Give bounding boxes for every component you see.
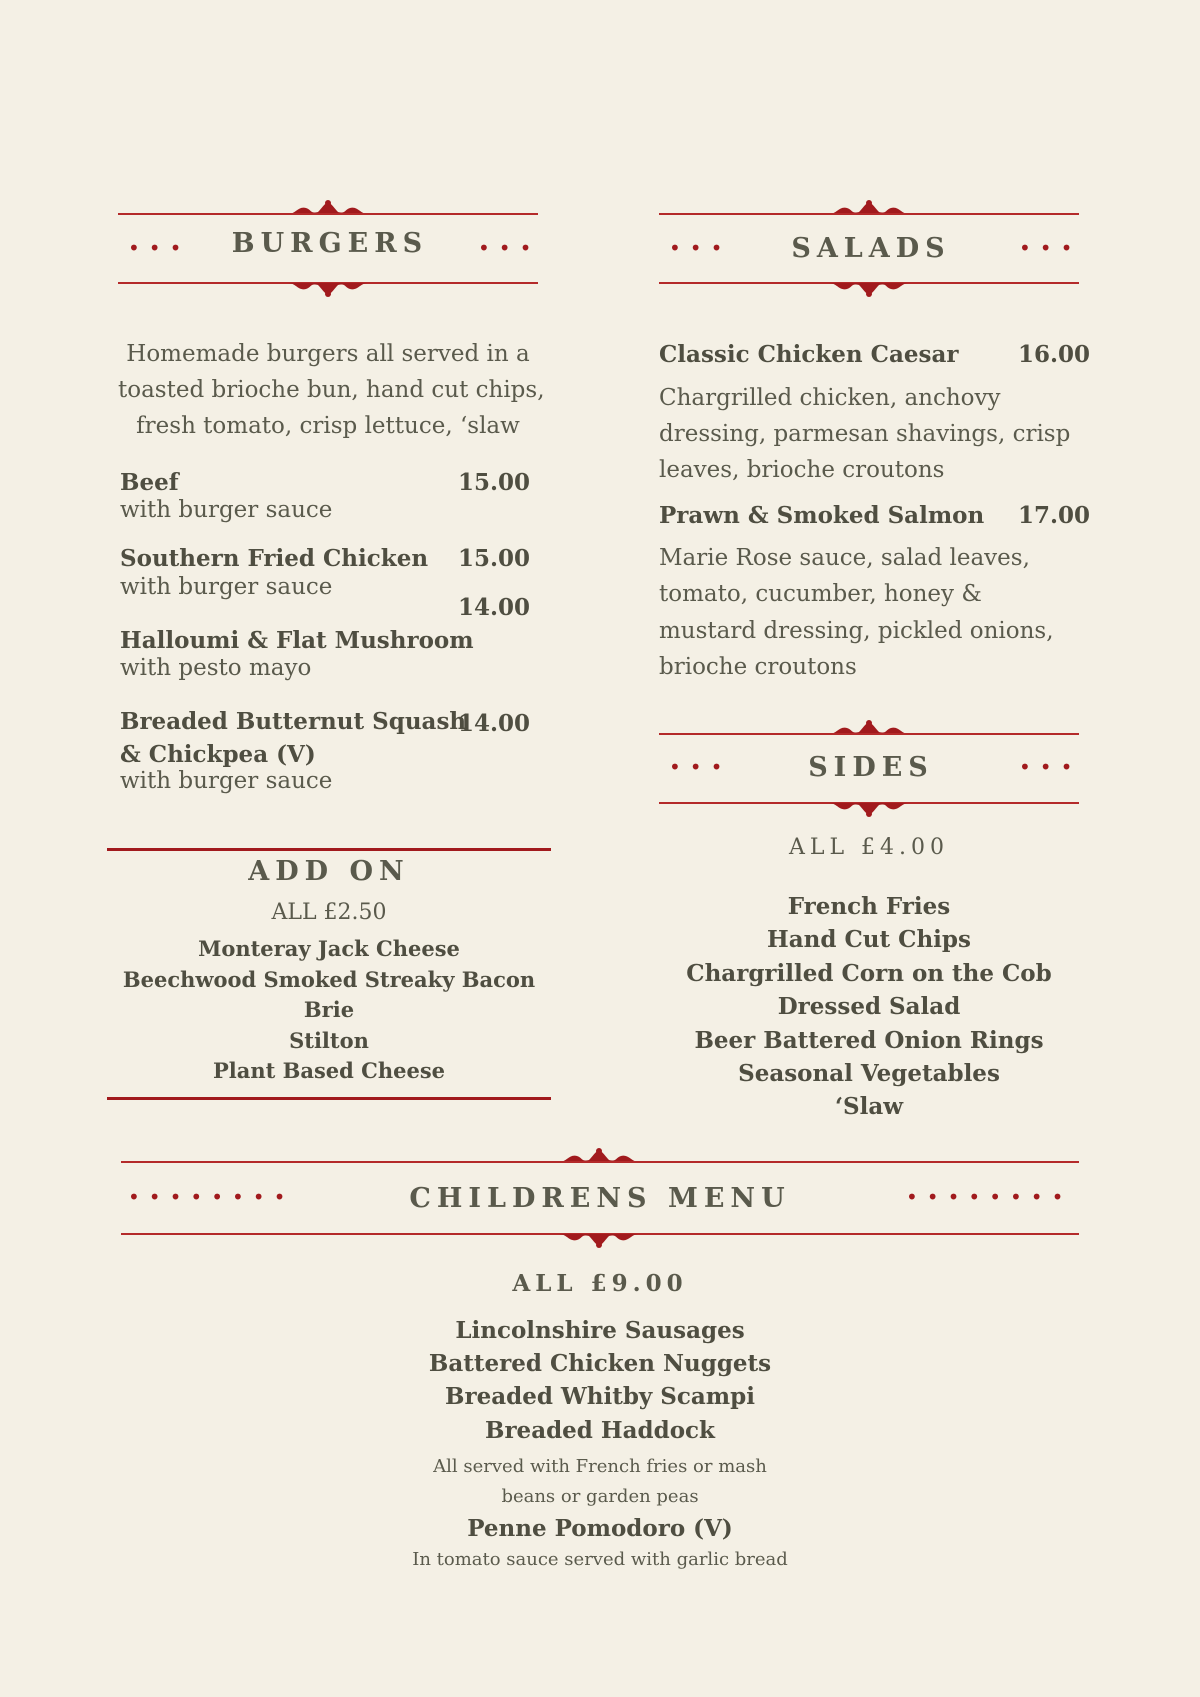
burger-name: Southern Fried Chicken — [120, 545, 429, 572]
addon-price: ALL £2.50 — [271, 900, 387, 925]
addon-title: ADD ON — [248, 856, 410, 887]
list-item: French Fries — [787, 893, 951, 920]
childrens-title: CHILDRENS MENU — [409, 1183, 791, 1214]
burger-name: Breaded Butternut Squash — [120, 708, 467, 735]
list-item: Chargrilled Corn on the Cob — [686, 959, 1052, 987]
dots-right-icon: ••• — [1019, 236, 1082, 260]
intro-line: fresh tomato, crisp lettuce, ‘slaw — [136, 413, 520, 439]
desc-line: leaves, brioche croutons — [659, 457, 945, 483]
list-item: Lincolnshire Sausages — [455, 1317, 745, 1344]
childrens-list — [300, 1314, 900, 1447]
burgers-title: BURGERS — [231, 228, 429, 259]
salad-desc — [659, 380, 1070, 488]
intro-line: Homemade burgers all served in a — [126, 341, 530, 367]
salad-price: 17.00 — [1018, 502, 1091, 529]
list-item: Stilton — [289, 1027, 369, 1053]
burger-name: Beef — [120, 469, 179, 496]
desc-line: brioche croutons — [659, 653, 857, 680]
list-item: Breaded Haddock — [485, 1416, 715, 1444]
divider-line — [107, 1097, 551, 1100]
dots-left-icon: ••• — [669, 755, 732, 779]
burger-price: 15.00 — [458, 469, 531, 496]
dots-left-icon: ••• — [128, 236, 191, 260]
divider-line — [121, 1161, 1079, 1163]
sides-title: SIDES — [808, 752, 934, 783]
ornament-bottom-icon — [829, 803, 909, 818]
list-item: Beer Battered Onion Rings — [694, 1026, 1044, 1054]
burger-name-line2: & Chickpea (V) — [120, 741, 316, 768]
childrens-price: ALL £9.00 — [512, 1270, 688, 1297]
desc-line: mustard dressing, pickled onions, — [659, 617, 1054, 644]
list-item: ‘Slaw — [834, 1093, 904, 1121]
addon-list — [107, 934, 551, 1087]
dots-right-icon: ••• — [1019, 755, 1082, 779]
list-item: Battered Chicken Nuggets — [428, 1350, 772, 1378]
divider-line — [107, 848, 551, 851]
ornament-bottom-icon — [559, 1234, 639, 1249]
desc-line: tomato, cucumber, honey & — [659, 581, 982, 608]
divider-line — [659, 733, 1079, 735]
salads-title: SALADS — [791, 233, 951, 264]
list-item: Hand Cut Chips — [767, 926, 971, 954]
burger-desc: with burger sauce — [120, 497, 333, 523]
burger-desc: with burger sauce — [120, 574, 333, 600]
ornament-bottom-icon — [829, 283, 909, 298]
divider-line — [118, 213, 538, 215]
burger-price: 15.00 — [458, 545, 531, 572]
burger-desc: with burger sauce — [120, 768, 333, 794]
intro-line: toasted brioche bun, hand cut chips, — [118, 377, 545, 403]
dots-right-icon: •••••••• — [906, 1185, 1073, 1209]
salad-name: Prawn & Smoked Salmon — [659, 502, 985, 529]
dots-left-icon: ••• — [669, 236, 732, 260]
ornament-bottom-icon — [288, 283, 368, 298]
list-item: Penne Pomodoro (V) — [467, 1515, 733, 1542]
list-item: Beechwood Smoked Streaky Bacon — [122, 966, 536, 992]
list-item: Plant Based Cheese — [212, 1058, 446, 1083]
childrens-pasta — [300, 1515, 900, 1542]
sides-list — [659, 890, 1079, 1124]
childrens-served-note — [300, 1452, 900, 1512]
childrens-pasta-note: In tomato sauce served with garlic bread — [412, 1549, 788, 1570]
desc-line: dressing, parmesan shavings, crisp — [659, 421, 1071, 447]
list-item: Brie — [303, 997, 355, 1022]
list-item: Breaded Whitby Scampi — [445, 1383, 755, 1411]
salad-price: 16.00 — [1018, 341, 1091, 368]
salad-desc — [659, 540, 1054, 685]
desc-line: Chargrilled chicken, anchovy — [659, 385, 1001, 411]
note-line: All served with French fries or mash — [433, 1456, 767, 1477]
burger-price: 14.00 — [458, 594, 531, 621]
burger-price: 14.00 — [458, 710, 531, 737]
list-item: Monteray Jack Cheese — [198, 936, 460, 961]
dots-right-icon: ••• — [478, 236, 541, 260]
desc-line: Marie Rose sauce, salad leaves, — [659, 545, 1030, 571]
list-item: Seasonal Vegetables — [738, 1060, 1000, 1088]
burgers-intro — [118, 336, 545, 444]
note-line: beans or garden peas — [501, 1486, 699, 1507]
list-item: Dressed Salad — [777, 993, 961, 1021]
burger-name: Halloumi & Flat Mushroom — [120, 627, 474, 654]
salad-name: Classic Chicken Caesar — [659, 341, 959, 368]
burger-desc: with pesto mayo — [120, 655, 312, 681]
sides-price: ALL £4.00 — [788, 835, 950, 860]
divider-line — [659, 213, 1079, 215]
dots-left-icon: •••••••• — [128, 1185, 295, 1209]
